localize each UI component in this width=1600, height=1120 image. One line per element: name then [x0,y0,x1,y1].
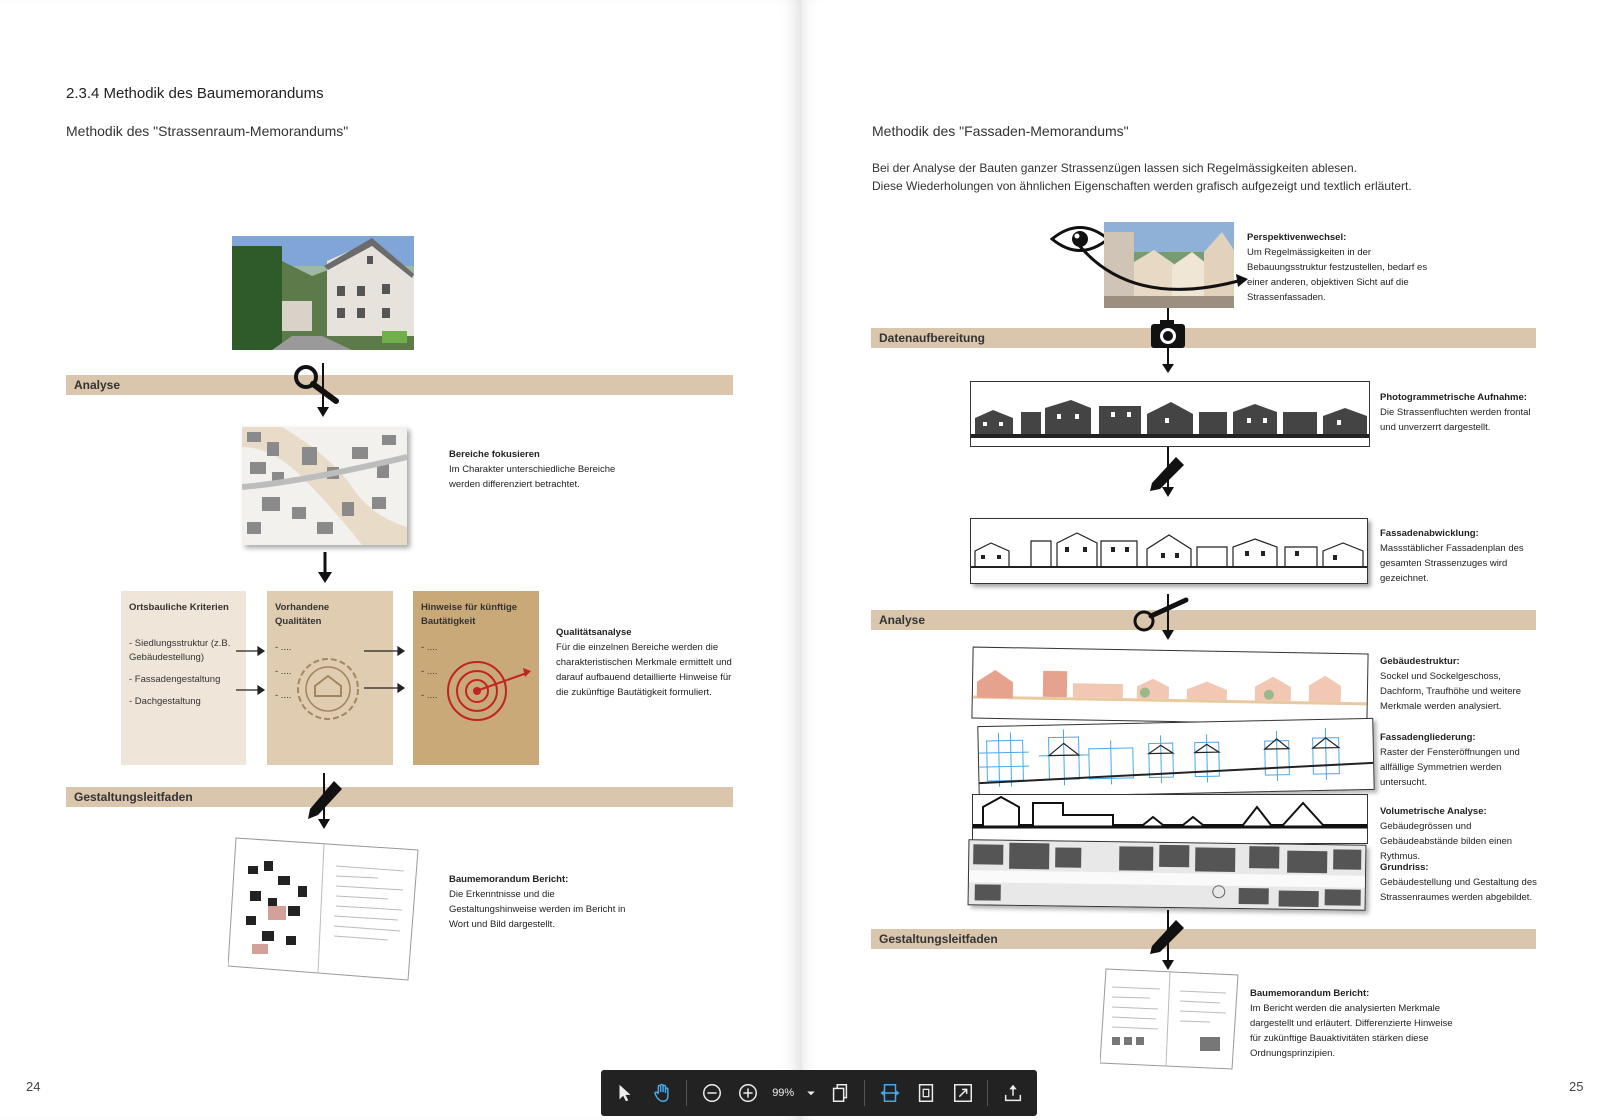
box2-item: - .... [275,642,292,653]
volumetrie-strip [972,794,1368,844]
caption-gebaeudestruktur [1380,654,1545,714]
caption-grundriss [1380,860,1545,905]
caption-photo-text: Die Strassenfluchten werden frontal und unverzerrt dargestellt. [1380,407,1531,433]
box2-item: - .... [275,690,292,701]
intro-line-2: Diese Wiederholungen von ähnlichen Eigenschaften werden grafisch aufgezeigt und textlich erläutert. [872,179,1412,193]
page-subheading: Methodik des "Strassenraum-Memorandums" [66,123,349,139]
magnifier-icon [1132,594,1192,642]
box1-item: - Siedlungsstruktur (z.B. Gebäudestellung) [129,638,231,663]
page-number-right: 25 [1569,1079,1584,1094]
hand-tool-button[interactable] [646,1076,679,1110]
caption-perspektive [1247,230,1432,305]
page-subheading-right: Methodik des "Fassaden-Memorandums" [872,123,1129,139]
camera-icon [1148,308,1188,374]
fit-page-button[interactable] [910,1076,943,1110]
fullscreen-icon [952,1082,974,1104]
pencil-icon [304,773,348,831]
target-dart-icon [445,659,535,723]
zoom-dropdown-button[interactable] [802,1076,820,1110]
band-analyse-left: Analyse [66,375,733,395]
caption-gliederung-title: Fassadengliederung: [1380,732,1476,743]
fassadengliederung-strip [977,718,1374,798]
caption-quali-title: Qualitätsanalyse [556,627,632,638]
toolbar-separator [686,1080,687,1106]
caption-photogrammetrie [1380,390,1545,435]
box1-item: - Fassadengestaltung [129,674,221,685]
box3-item: - .... [421,666,438,677]
caption-perspektive-title: Perspektivenwechsel: [1247,232,1347,243]
band-gestaltung-right: Gestaltungsleitfaden [871,929,1536,949]
box1-item: - Dachgestaltung [129,696,201,707]
fullscreen-button[interactable] [947,1076,980,1110]
band-analyse-right: Analyse [871,610,1536,630]
caption-bereiche [449,447,639,492]
zoom-in-icon [737,1082,759,1104]
select-pointer-icon [614,1082,636,1104]
street-photo [232,236,414,350]
zoom-out-button[interactable] [695,1076,728,1110]
section-heading: 2.3.4 Methodik des Baumemorandums [66,85,324,102]
fit-width-icon [879,1082,901,1104]
caption-bericht-right-text: Im Bericht werden die analysierten Merkmale dargestellt und erläutert. Differenzierte Hinweise für zukünftige Bauaktivitäten stärken diese Ordnungsprinzipien. [1250,1003,1453,1059]
caption-fassade-text: Massstäblicher Fassadenplan des gesamten Strassenzuges wird gezeichnet. [1380,543,1524,584]
caption-volumetrie [1380,804,1545,864]
caption-volumen-text: Gebäudegrössen und Gebäudeabstände bilden einen Rythmus. [1380,821,1513,862]
flow-arrows [236,644,406,696]
magnifier-icon [292,363,342,419]
caption-bericht-left-title: Baumemorandum Bericht: [449,874,569,885]
fit-page-icon [915,1082,937,1104]
caption-fassadenabwicklung [1380,526,1540,586]
box-hinweise [413,591,539,765]
caption-bereiche-title: Bereiche fokusieren [449,449,540,460]
gebaeudestruktur-strip [971,647,1368,726]
caption-grundriss-text: Gebäudestellung und Gestaltung des Strassenraumes werden abgebildet. [1380,877,1537,903]
caption-fassadengliederung [1380,730,1545,790]
caption-qualitaetsanalyse [556,625,736,700]
box1-title: Ortsbauliche Kriterien [129,602,229,613]
zoom-level-value[interactable]: 99% [772,1087,795,1099]
toolbar-separator [864,1080,865,1106]
caption-bericht-right-title: Baumemorandum Bericht: [1250,988,1370,999]
caption-volumen-title: Volumetrische Analyse: [1380,806,1487,817]
report-book-image [228,836,420,982]
caption-fassade-title: Fassadenabwicklung: [1380,528,1479,539]
pencil-icon [1148,447,1188,499]
caption-photo-title: Photogrammetrische Aufnahme: [1380,392,1527,403]
caption-bereiche-text: Im Charakter unterschiedliche Bereiche werden differenziert betrachtet. [449,464,616,490]
hand-pan-icon [651,1082,673,1104]
select-tool-button[interactable] [609,1076,642,1110]
pencil-icon [1148,910,1188,970]
box2-title: Vorhandene Qualitäten [275,602,330,627]
facade-drawing-strip [970,518,1368,584]
photogrammetry-strip [970,381,1370,447]
caption-bericht-right [1250,986,1460,1061]
grundriss-strip [968,839,1367,911]
share-button[interactable] [996,1076,1029,1110]
page-copy-icon [829,1082,851,1104]
fit-width-button[interactable] [873,1076,906,1110]
report-book-image [1100,967,1240,1071]
toolbar-separator [987,1080,988,1106]
viewer-toolbar [601,1070,1037,1116]
page-number-left: 24 [26,1079,41,1094]
caption-bericht-left-text: Die Erkenntnisse und die Gestaltungshinweise werden im Bericht in Wort und Bild dargestellt. [449,889,626,930]
caption-grundriss-title: Grundriss: [1380,862,1429,873]
box3-item: - .... [421,642,438,653]
box3-title: Hinweise für künftige Bautätigkeit [421,602,518,627]
caption-perspektive-text: Um Regelmässigkeiten in der Bebauungsstruktur festzustellen, bedarf es einer anderen, objektiven Sicht auf die Strassenfassaden. [1247,247,1428,303]
down-arrow-icon [318,552,332,584]
zoom-in-button[interactable] [732,1076,765,1110]
share-upload-icon [1002,1082,1024,1104]
box3-item: - .... [421,690,438,701]
band-gestaltung-left: Gestaltungsleitfaden [66,787,733,807]
right-page [802,0,1600,1120]
band-datenaufbereitung: Datenaufbereitung [871,328,1536,348]
box-ortsbauliche-kriterien [121,591,246,765]
caption-gebaeude-title: Gebäudestruktur: [1380,656,1460,667]
zoom-out-icon [701,1082,723,1104]
box2-item: - .... [275,666,292,677]
caption-gebaeude-text: Sockel und Sockelgeschoss, Dachform, Traufhöhe und weitere Merkmale werden analysiert. [1380,671,1521,712]
intro-line-1: Bei der Analyse der Bauten ganzer Strassenzügen lassen sich Regelmässigkeiten ablesen. [872,161,1357,175]
chevron-down-icon [802,1082,820,1104]
caption-quali-text: Für die einzelnen Bereiche werden die charakteristischen Merkmale ermittelt und darauf aufbauend detaillierte Hinweise für die zukünftige Bautätigkeit formuliert. [556,642,732,698]
caption-gliederung-text: Raster der Fensteröffnungen und allfällige Symmetrien werden untersucht. [1380,747,1520,788]
perspective-curve-arrow [1072,240,1252,300]
caption-bericht-left [449,872,639,932]
district-map [242,427,407,545]
page-copy-button[interactable] [824,1076,857,1110]
